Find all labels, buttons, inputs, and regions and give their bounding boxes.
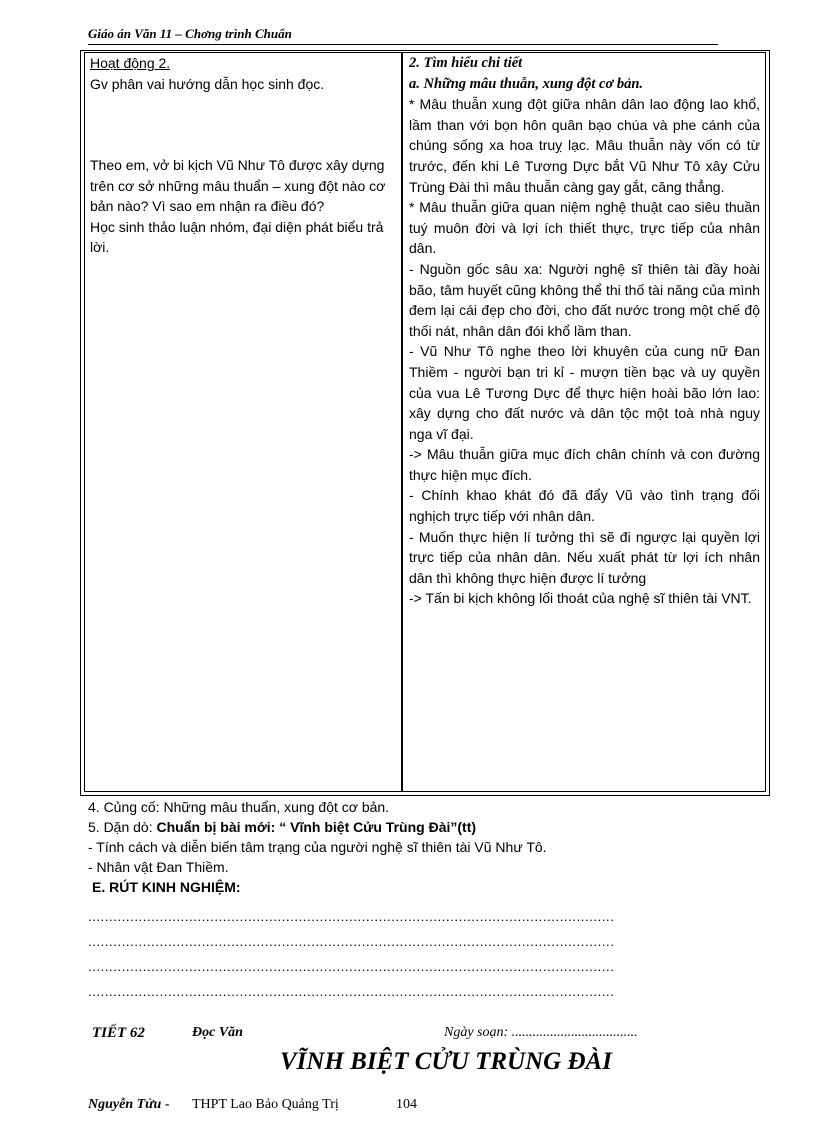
page-number: 104 <box>396 1097 417 1112</box>
lesson-title: VĨNH BIỆT CỬU TRÙNG ĐÀI <box>280 1048 612 1075</box>
after-table-section <box>88 797 748 897</box>
consolidation-line: 4. Củng cố: Những mâu thuẩn, xung đột cơ bản. <box>88 799 390 815</box>
activity-heading: Hoạt động 2. <box>90 55 171 71</box>
subsection-heading: a. Những mâu thuẫn, xung đột cơ bản. <box>409 75 644 92</box>
homework-label: 5. Dặn dò: <box>88 819 157 835</box>
footer-school: THPT Lao Bảo Quảng Trị <box>192 1097 339 1112</box>
content-paragraph: -> Tấn bi kịch không lối thoát của nghệ sĩ thiên tài VNT. <box>409 590 752 607</box>
discussion-question: Theo em, vở bi kịch Vũ Như Tô được xây dựng trên cơ sở những mâu thuẩn – xung đột nào cơ bản nào? Vì sao em nhận ra điều đó? <box>90 157 386 214</box>
lesson-number: TIẾT 62 <box>92 1025 145 1041</box>
content-paragraph: * Mâu thuẫn giữa quan niệm nghệ thuật cao siêu thuần tuý muôn đời và lợi ích thiết thực, trực tiếp của nhân dân. <box>409 199 760 257</box>
homework-item: - Tính cách và diễn biến tâm trạng của người nghệ sĩ thiên tài Vũ Như Tô. <box>88 839 547 855</box>
page-footer <box>88 1097 588 1115</box>
dotted-line: ............................................................................................................................. <box>88 910 615 924</box>
lesson-type: Đọc Văn <box>192 1025 243 1040</box>
content-paragraph: - Chính khao khát đó đã đẩy Vũ vào tình trạng đối nghịch trực tiếp với nhân dân. <box>409 487 760 525</box>
spacer <box>90 94 395 155</box>
content-paragraph: - Vũ Như Tô nghe theo lời khuyên của cung nữ Đan Thiềm - người bạn tri kỉ - mượn tiền bạc và uy quyền của vua Lê Tương Dực để thực hiện hoài bão lớn lao: xây dựng cho đất nước và dân tộc một toà nhà nguy nga vĩ đại. <box>409 343 760 442</box>
student-activity: Học sinh thảo luận nhóm, đại diện phát biểu trả lời. <box>90 218 384 255</box>
left-column <box>90 53 395 258</box>
content-paragraph: -> Mâu thuẫn giữa mục đích chân chính và con đường thực hiện mục đích. <box>409 446 760 483</box>
right-column <box>409 53 760 609</box>
homework-item: - Nhân vật Đan Thiềm. <box>88 859 229 875</box>
content-paragraph: * Mâu thuẫn xung đột giữa nhân dân lao động lao khổ, lầm than với bọn hôn quân bạo chúa và phe cánh của chúng sống xa hoa truỵ lạc. Mâu thuẫn này vốn có từ trước, đến khi Lê Tương Dực bắt Vũ Như Tô xây Cửu Trùng Đài thì mâu thuẫn càng gay gắt, căng thẳng. <box>409 96 760 195</box>
date-label: Ngày soạn: .................................... <box>444 1025 638 1040</box>
homework-task: Chuẩn bị bài mới: “ Vĩnh biệt Cửu Trùng Đài”(tt) <box>156 819 477 835</box>
teacher-instruction: Gv phân vai hướng dẫn học sinh đọc. <box>90 75 325 92</box>
dotted-line: ............................................................................................................................. <box>88 960 615 974</box>
content-paragraph: - Muốn thực hiện lí tưởng thì sẽ đi ngược lại quyền lợi trực tiếp của nhân dân. Nếu xuất phát từ lợi ích nhân dân thì không thực hiện được lí tưởng <box>409 528 760 586</box>
column-divider <box>401 52 403 792</box>
footer-author: Nguyễn Tửu - <box>88 1097 170 1112</box>
section-heading: 2. Tìm hiểu chi tiết <box>409 55 523 71</box>
dotted-line: ............................................................................................................................. <box>88 985 615 999</box>
lesson-info-row <box>92 1025 732 1045</box>
homework-line <box>88 817 748 837</box>
content-paragraph: - Nguồn gốc sâu xa: Người nghệ sĩ thiên tài đầy hoài bão, tâm huyết cũng không thể thi thố tài năng của mình đem lại cái đẹp cho đời, cho đất nước trong một chế độ thối nát, nhân dân đói khổ lầm than. <box>409 260 760 339</box>
dotted-line: ............................................................................................................................. <box>88 935 615 949</box>
experience-heading: E. RÚT KINH NGHIỆM: <box>92 879 241 895</box>
page-header: Giáo án Văn 11 – Chơng trình Chuẩn <box>88 26 718 45</box>
